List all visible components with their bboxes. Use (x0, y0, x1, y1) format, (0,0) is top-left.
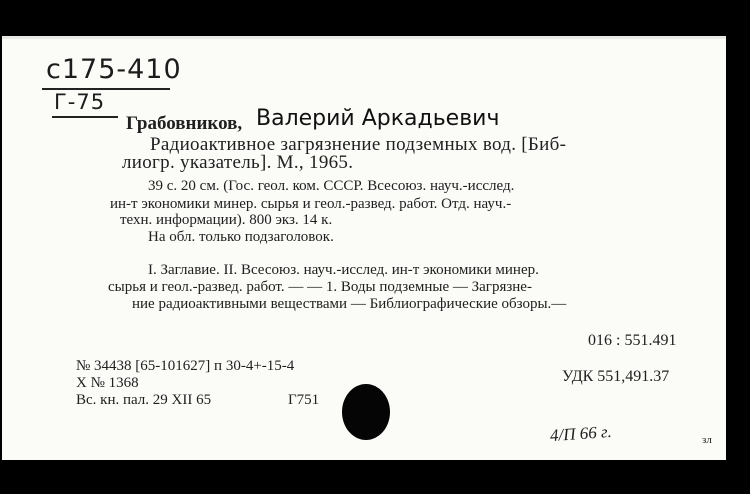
tracing-line-2: сырья и геол.-развед. работ. — — 1. Воды подземные — Загрязне- (108, 279, 532, 295)
tracing-line-3: ние радиоактивными веществами — Библиографические обзоры.— (132, 296, 567, 312)
udc-code: УДК 551,491.37 (562, 368, 670, 385)
punch-hole (342, 384, 390, 440)
collation-line-1: 39 с. 20 см. (Гос. геол. ком. СССР. Всесоюз. науч.-исслед. (148, 178, 515, 194)
g-code: Г751 (288, 392, 320, 408)
tracing-line-1: I. Заглавие. II. Всесоюз. науч.-исслед. ин-т экономики минер. (148, 262, 539, 278)
corner-mark: зл (702, 434, 712, 446)
author-handwritten: Валерий Аркадьевич (256, 106, 500, 131)
x-number-line: X № 1368 (76, 375, 139, 391)
author-printed: Грабовников, (126, 113, 243, 134)
classification-code: 016 : 551.491 (588, 332, 677, 349)
card-top-edge (2, 36, 726, 39)
shelf-mark-2-underline (52, 116, 118, 118)
title-line-2: лиогр. указатель]. М., 1965. (122, 152, 354, 173)
shelf-mark-2: Г-75 (54, 90, 106, 114)
title-line-1: Радиоактивное загрязнение подземных вод. [Биб- (150, 134, 567, 155)
collation-line-3: техн. информации). 800 экз. 14 к. (120, 212, 333, 228)
handwritten-note: 4/П 66 г. (549, 421, 613, 446)
shelf-mark-1: c175-410 (46, 54, 182, 85)
cover-note: На обл. только подзаголовок. (148, 229, 334, 245)
record-number-line: № 34438 [65-101627] п 30-4+-15-4 (76, 358, 295, 374)
catalog-card (2, 36, 726, 460)
collation-line-2: ин-т экономики минер. сырья и геол.-развед. работ. Отд. науч.- (110, 196, 512, 212)
chamber-date-line: Вс. кн. пал. 29 XII 65 (76, 392, 212, 408)
